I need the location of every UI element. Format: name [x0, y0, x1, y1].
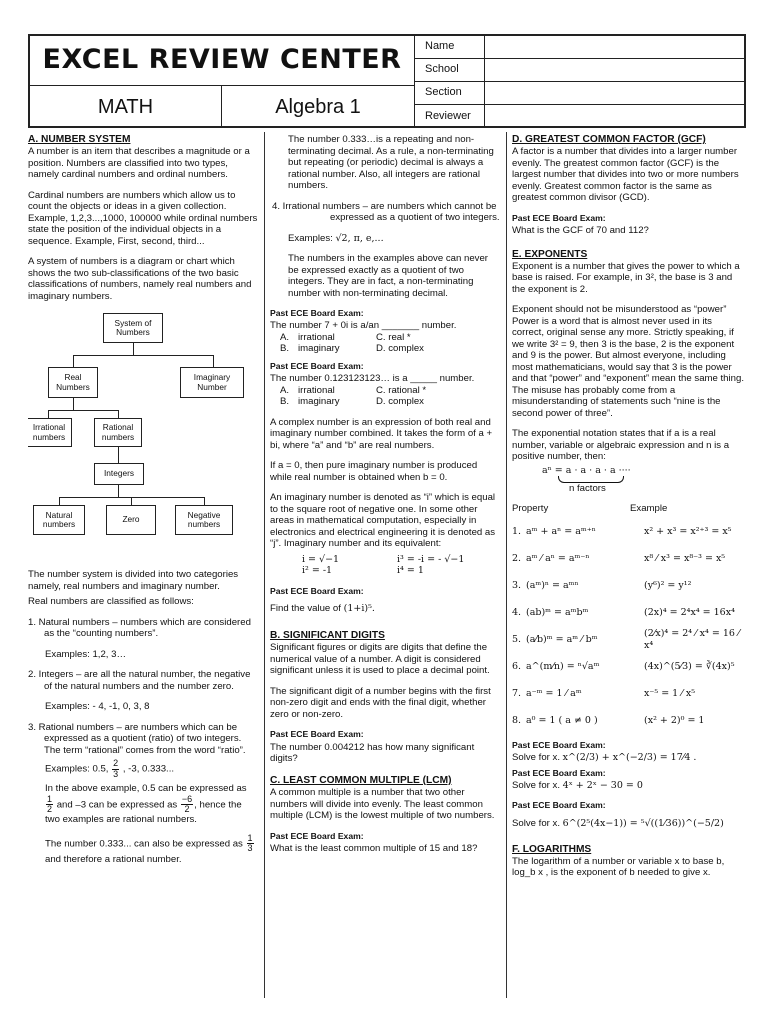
negative-numbers-node: Negative numbers	[175, 505, 233, 535]
paragraph: Exponent is a number that gives the power to which a base is raised. For example, in 3², the base is 3 and the exponent is 2.	[512, 260, 740, 295]
property-heading: Property	[512, 502, 549, 514]
answer-options	[270, 332, 500, 355]
row-number: 7.	[512, 687, 522, 699]
example-math: √2, π, e,...	[335, 232, 384, 244]
irrational-numbers-node: Irrational numbers	[28, 418, 72, 447]
name-row	[415, 36, 744, 59]
exam-question	[512, 818, 744, 830]
row-number: 4.	[512, 606, 522, 618]
example-heading: Example	[630, 502, 668, 514]
option-text: C. real *	[376, 331, 411, 343]
exam-question	[512, 780, 744, 792]
option-text: D. complex	[376, 396, 424, 408]
answer-options	[270, 385, 500, 408]
section-d-title: D. GREATEST COMMON FACTOR (GCF)	[512, 134, 706, 145]
section-label: Section	[415, 82, 485, 104]
equation: i = √−1	[302, 553, 340, 565]
past-exam-label: Past ECE Board Exam:	[270, 360, 364, 371]
property-row	[512, 599, 744, 626]
option-text: imaginary	[298, 396, 340, 408]
question-math: (1+i)⁵.	[343, 602, 375, 614]
column-1	[28, 134, 258, 1002]
paragraph: The significant digit of a number begins with the first non-zero digit and ends with the final digit, whether zero or non-zero.	[270, 685, 491, 720]
past-exam-label: Past ECE Board Exam:	[270, 729, 364, 740]
property-formula: (ab)ᵐ = aᵐbᵐ	[526, 606, 589, 618]
paragraph: Cardinal numbers are numbers which allow us to count the objects or ideas in a given collection. Example, 1,2,3...,1000, 100000 while ordinal numbers state the position of the individual objects in a sequence. Example, First, second, third...	[28, 189, 258, 247]
paragraph: Real numbers are classified as follows:	[28, 596, 194, 608]
school-label: School	[415, 59, 485, 81]
row-number: 1.	[512, 525, 522, 537]
column-divider	[506, 132, 507, 998]
definition-math: aⁿ = a · a · a · a ····	[542, 464, 631, 476]
option-text: D. complex	[376, 343, 424, 355]
equation: i³ = -i = - √−1	[397, 553, 465, 565]
column-divider	[264, 132, 265, 998]
past-exam-label: Past ECE Board Exam:	[270, 308, 364, 318]
example-text: and –3 can be expressed as	[56, 799, 178, 811]
option-letter: B.	[280, 343, 290, 355]
property-example: x⁸ ⁄ x³ = x⁸⁻³ = x⁵	[644, 552, 726, 564]
past-exam-label: Past ECE Board Exam:	[270, 830, 364, 841]
reviewer-field[interactable]	[485, 105, 744, 128]
property-row	[512, 680, 744, 707]
one-half-fraction: $\frac{1}{2}$	[47, 793, 53, 815]
neg-six-halves-fraction: $\frac{-6}{2}$	[181, 793, 193, 815]
list-item: 2. Integers – are all the natural number, the negative of the natural numbers and the number zero.	[28, 669, 251, 692]
factors-label: n factors	[569, 483, 606, 495]
subject-label: MATH	[30, 86, 222, 128]
property-formula: a^(m⁄n) = ⁿ√aᵐ	[526, 660, 600, 672]
name-label: Name	[415, 36, 485, 58]
property-example: (2x)⁴ = 2⁴x⁴ = 16x⁴	[644, 606, 735, 618]
one-third-fraction: $\frac{1}{3}$	[247, 832, 253, 854]
paragraph: The number system is divided into two categories namely, real numbers and imaginary number.	[28, 569, 239, 592]
exam-question	[270, 603, 500, 615]
option-text: irrational	[298, 384, 335, 396]
exam-question	[512, 752, 744, 764]
question-text: Solve for x.	[512, 780, 560, 792]
example-text: The number 0.333... can also be expressed as	[45, 838, 243, 850]
question-math: 6^(2⁵(4x−1)) = ⁵√((1⁄36))^(−5/2)	[562, 818, 724, 830]
exam-question: The number 0.123123123… is a _____ number.	[270, 373, 475, 385]
example-line	[28, 834, 258, 865]
property-row	[512, 653, 744, 680]
paragraph: If a = 0, then pure imaginary number is produced while real number is obtained when b = 0.	[270, 460, 478, 483]
property-formula: aᵐ + aⁿ = aᵐ⁺ⁿ	[526, 525, 596, 537]
example-line: Examples: 1,2, 3…	[45, 648, 127, 660]
example-text: Examples: 0.5,	[45, 763, 109, 775]
school-field[interactable]	[485, 59, 744, 81]
past-exam-label: Past ECE Board Exam:	[512, 799, 606, 810]
past-exam-label: Past ECE Board Exam:	[512, 740, 606, 751]
row-number: 5.	[512, 633, 522, 645]
section-row	[415, 82, 744, 105]
property-row	[512, 572, 744, 599]
property-header	[512, 503, 744, 515]
imaginary-equivalents	[270, 554, 500, 577]
property-example: x² + x³ = x²⁺³ = x⁵	[644, 525, 732, 537]
list-item: 1. Natural numbers – numbers which are considered as the “counting numbers”.	[28, 616, 251, 640]
example-label: Examples:	[288, 232, 333, 244]
past-exam-label: Past ECE Board Exam:	[512, 767, 606, 778]
row-number: 2.	[512, 552, 522, 564]
option-text: C. rational *	[376, 384, 427, 396]
question-text: Find the value of	[270, 602, 341, 614]
example-line: In the above example, 0.5 can be expressed as $\frac{1}{2}$ and –3 can be expressed as $\frac{-6}{2}$ , hence the two examples are rational numbers.	[45, 783, 247, 826]
property-example: (y⁶)² = y¹²	[644, 579, 692, 591]
equation: i⁴ = 1	[397, 565, 424, 577]
row-number: 6.	[512, 660, 522, 672]
list-item: 3. Rational numbers – are numbers which can be expressed as a quotient (ratio) of two integers. The term “rational” comes from the word “ratio”.	[28, 721, 246, 756]
property-row	[512, 707, 744, 734]
paragraph: A number is an item that describes a magnitude or a position. Numbers are classified into two types, namely cardinal numbers and ordinal numbers.	[28, 146, 250, 181]
question-math: x^(2/3) + x^(−2/3) = 17⁄4 .	[562, 752, 697, 764]
center-title: EXCEL REVIEW CENTER	[30, 36, 415, 86]
option-letter: B.	[280, 396, 290, 408]
option-letter: A.	[280, 384, 290, 396]
reviewer-row	[415, 105, 744, 128]
paragraph: The logarithm of a number or variable x to base b, log_b x , is the exponent of b needed to give x.	[512, 855, 725, 879]
section-f-title: F. LOGARITHMS	[512, 843, 592, 855]
section-field[interactable]	[485, 82, 744, 104]
property-table	[512, 518, 744, 734]
paragraph: An imaginary number is denoted as “i” which is equal to the square root of negative one. In some other areas in mathematical computation, especially in electronics and electrical engineering it is denoted as “j”. Imaginary number and its equivalent:	[270, 492, 496, 550]
paragraph: A factor is a number that divides into a larger number evenly. The greatest common factor (GCF) is the largest number that divides into two or more numbers evenly. Greatest common factor is the same as greatest common divisor (GCD).	[512, 146, 739, 204]
column-2	[270, 134, 500, 1002]
natural-numbers-node: Natural numbers	[33, 505, 85, 535]
number-system-diagram	[32, 311, 250, 561]
exam-question: What is the GCF of 70 and 112?	[512, 225, 649, 237]
row-number: 3.	[512, 579, 522, 591]
section-c-title: C. LEAST COMMON MULTIPLE (LCM)	[270, 774, 452, 786]
property-example: (x² + 2)⁰ = 1	[644, 714, 705, 726]
rational-numbers-node: Rational numbers	[94, 418, 142, 447]
property-formula: aᵐ ⁄ aⁿ = aᵐ⁻ⁿ	[526, 552, 590, 564]
example-text: and therefore a rational number.	[45, 853, 182, 865]
zero-node: Zero	[106, 505, 156, 535]
paragraph: The numbers in the examples above can never be expressed exactly as a quotient of two integers. They are in fact, a non-terminating number with non-terminating decimal.	[288, 253, 488, 299]
column-3	[512, 134, 744, 1002]
property-formula: (a⁄b)ᵐ = aᵐ ⁄ bᵐ	[526, 633, 598, 645]
imaginary-number-node: Imaginary Number	[180, 367, 244, 398]
paragraph: The number 0.333…is a repeating and non-terminating decimal. As a rule, a non-terminating but repeating (or periodic) decimal is always a rational number. Also, all integers are rational numbers.	[288, 134, 494, 191]
property-example: (4x)^(5⁄3) = ∛(4x)⁵	[644, 660, 735, 672]
worksheet-header	[28, 34, 746, 128]
example-text: hence the two examples are rational numbers.	[45, 799, 242, 826]
two-thirds-fraction: $\frac{2}{3}$	[113, 758, 119, 779]
integers-node: Integers	[94, 463, 144, 485]
section-b-title: B. SIGNIFICANT DIGITS	[270, 630, 385, 642]
real-numbers-node: Real Numbers	[48, 367, 98, 398]
system-of-numbers-node: System of Numbers	[103, 313, 163, 343]
property-formula: a⁰ = 1 ( a ≠ 0 )	[526, 714, 598, 726]
property-row	[512, 545, 744, 572]
section-e-title: E. EXPONENTS	[512, 248, 588, 260]
option-text: irrational	[298, 331, 335, 343]
property-example: x⁻⁵ = 1 ⁄ x⁵	[644, 687, 696, 699]
past-exam-label: Past ECE Board Exam:	[512, 212, 606, 223]
example-text: , -3, 0.333...	[122, 763, 175, 775]
school-row	[415, 59, 744, 82]
example-line: Examples: - 4, -1, 0, 3, 8	[45, 701, 150, 713]
exam-question: What is the least common multiple of 15 and 18?	[270, 842, 478, 854]
paragraph: The exponential notation states that if a is a real number, variable or algebraic expression and n is a positive number, then:	[512, 428, 730, 463]
property-formula: a⁻ᵐ = 1 ⁄ aᵐ	[526, 687, 582, 699]
paragraph: A system of numbers is a diagram or chart which shows the two sub-classifications of the two basic classifications of numbers, namely real numbers and imaginary numbers.	[28, 256, 252, 302]
property-formula: (aᵐ)ⁿ = aᵐⁿ	[526, 579, 579, 591]
paragraph: A common multiple is a number that two other numbers will divide into evenly. The least common multiple (LCM) is the lowest multiple of two numbers.	[270, 787, 495, 821]
past-exam-label: Past ECE Board Exam:	[270, 586, 364, 597]
question-text: Solve for x.	[512, 818, 560, 830]
exam-question: The number 7 + 0i is a/an _______ number.	[270, 320, 457, 332]
paragraph: Significant figures or digits are digits that define the numerical value of a number. A digit is considered significant unless it is used to place a decimal point.	[270, 642, 490, 677]
exam-question: The number 0.004212 has how many significant digits?	[270, 741, 475, 765]
question-math: 4ˣ + 2ˣ − 30 = 0	[562, 780, 643, 792]
property-example: (2⁄x)⁴ = 2⁴ ⁄ x⁴ = 16 ⁄ x⁴	[644, 628, 740, 651]
reviewer-label: Reviewer	[415, 105, 485, 128]
property-row	[512, 626, 744, 653]
option-text: imaginary	[298, 343, 340, 355]
example-text: In the above example, 0.5 can be expressed as	[45, 783, 247, 795]
info-fields	[415, 36, 744, 128]
paragraph: A complex number is an expression of both real and imaginary number combined. It takes the form of a + bi, where “a” and “b” are real numbers.	[270, 416, 493, 451]
question-text: Solve for x.	[512, 752, 560, 764]
property-row	[512, 518, 744, 545]
option-letter: A.	[280, 331, 290, 343]
example-line	[28, 759, 258, 779]
exponent-definition	[512, 465, 744, 495]
row-number: 8.	[512, 714, 522, 726]
factors-brace	[558, 476, 624, 483]
paragraph: Exponent should not be misunderstood as “power” Power is a word that is almost never used in its correct, original sense any more. Strictly speaking, if we write 3² = 9, then 3 is the base, 2 is the exponent and 9 is the power. But almost everyone, including most mathematicians, would say that 3 is the power and that “power” and “exponent” mean the same thing. The misuse has probably come from a misunderstanding of statements such “nine is the second power of three”.	[512, 304, 744, 419]
name-field[interactable]	[485, 36, 744, 58]
equation: i² = -1	[302, 565, 333, 577]
section-a-title: A. NUMBER SYSTEM	[28, 134, 131, 145]
list-item: 4. Irrational numbers – are numbers which cannot be expressed as a quotient of two integers.	[272, 200, 500, 223]
course-label: Algebra 1	[222, 86, 415, 128]
example-line	[270, 233, 500, 245]
